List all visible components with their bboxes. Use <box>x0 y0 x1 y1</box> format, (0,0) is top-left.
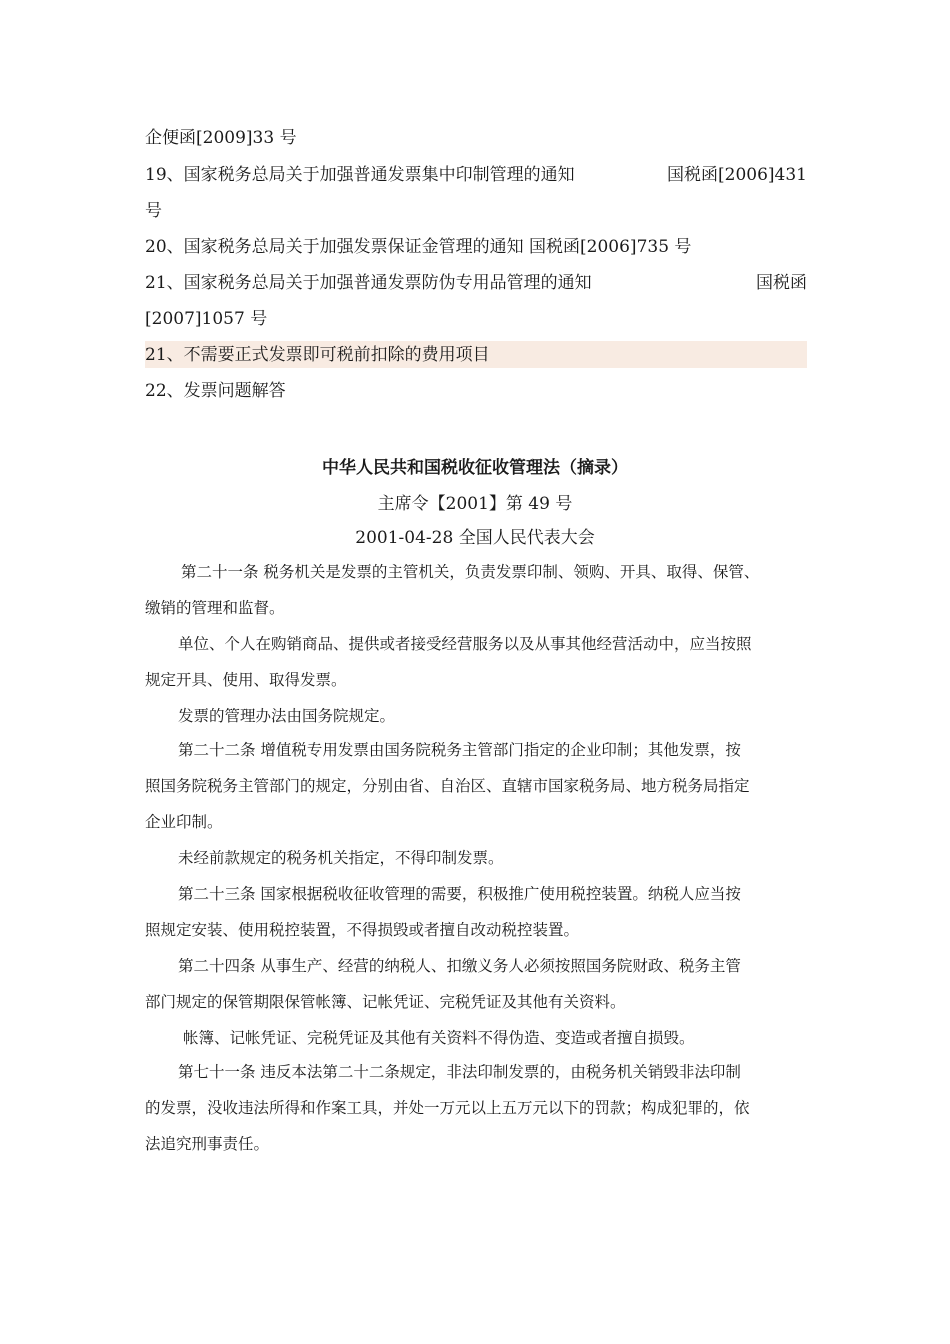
toc-item-title: 19、国家税务总局关于加强普通发票集中印制管理的通知 <box>145 165 575 185</box>
paragraph: 第七十一条 违反本法第二十二条规定，非法印制发票的，由税务机关销毁非法印制 <box>178 1063 741 1081</box>
paragraph: 规定开具、使用、取得发票。 <box>145 671 347 689</box>
paragraph: 照国务院税务主管部门的规定，分别由省、自治区、直辖市国家税务局、地方税务局指定 <box>145 777 750 795</box>
toc-line: 号 <box>145 201 162 221</box>
paragraph: 第二十三条 国家根据税收征收管理的需要，积极推广使用税控装置。纳税人应当按 <box>178 885 741 903</box>
paragraph: 未经前款规定的税务机关指定，不得印制发票。 <box>178 849 504 867</box>
law-order: 主席令【2001】第 49 号 <box>377 494 573 514</box>
toc-item-21b: 21、不需要正式发票即可税前扣除的费用项目 <box>145 345 490 365</box>
toc-item-title: 21、国家税务总局关于加强普通发票防伪专用品管理的通知 <box>145 273 592 293</box>
toc-item-doc-no: 国税函 <box>756 273 807 293</box>
toc-line: 企便函[2009]33 号 <box>145 128 297 148</box>
paragraph: 第二十二条 增值税专用发票由国务院税务主管部门指定的企业印制；其他发票，按 <box>178 741 741 759</box>
toc-item-21 <box>145 271 807 295</box>
paragraph: 第二十一条 税务机关是发票的主管机关，负责发票印制、领购、开具、取得、保管、 <box>181 563 760 581</box>
toc-item-22: 22、发票问题解答 <box>145 381 286 401</box>
paragraph: 缴销的管理和监督。 <box>145 599 285 617</box>
paragraph: 的发票，没收违法所得和作案工具，并处一万元以上五万元以下的罚款；构成犯罪的，依 <box>145 1099 750 1117</box>
paragraph: 第二十四条 从事生产、经营的纳税人、扣缴义务人必须按照国务院财政、税务主管 <box>178 957 741 975</box>
paragraph: 法追究刑事责任。 <box>145 1135 270 1153</box>
law-title: 中华人民共和国税收征收管理法（摘录） <box>322 458 628 478</box>
paragraph: 照规定安装、使用税控装置，不得损毁或者擅自改动税控装置。 <box>145 921 580 939</box>
paragraph: 单位、个人在购销商品、提供或者接受经营服务以及从事其他经营活动中，应当按照 <box>178 635 752 653</box>
paragraph: 帐簿、记帐凭证、完税凭证及其他有关资料不得伪造、变造或者擅自损毁。 <box>183 1029 695 1047</box>
paragraph: 企业印制。 <box>145 813 223 831</box>
paragraph: 部门规定的保管期限保管帐簿、记帐凭证、完税凭证及其他有关资料。 <box>145 993 626 1011</box>
toc-item-19 <box>145 163 807 187</box>
toc-line: [2007]1057 号 <box>145 309 268 329</box>
paragraph: 发票的管理办法由国务院规定。 <box>178 707 396 725</box>
toc-item-doc-no: 国税函[2006]431 <box>667 165 807 185</box>
toc-item-20: 20、国家税务总局关于加强发票保证金管理的通知 国税函[2006]735 号 <box>145 237 692 257</box>
law-date: 2001-04-28 全国人民代表大会 <box>355 528 595 548</box>
